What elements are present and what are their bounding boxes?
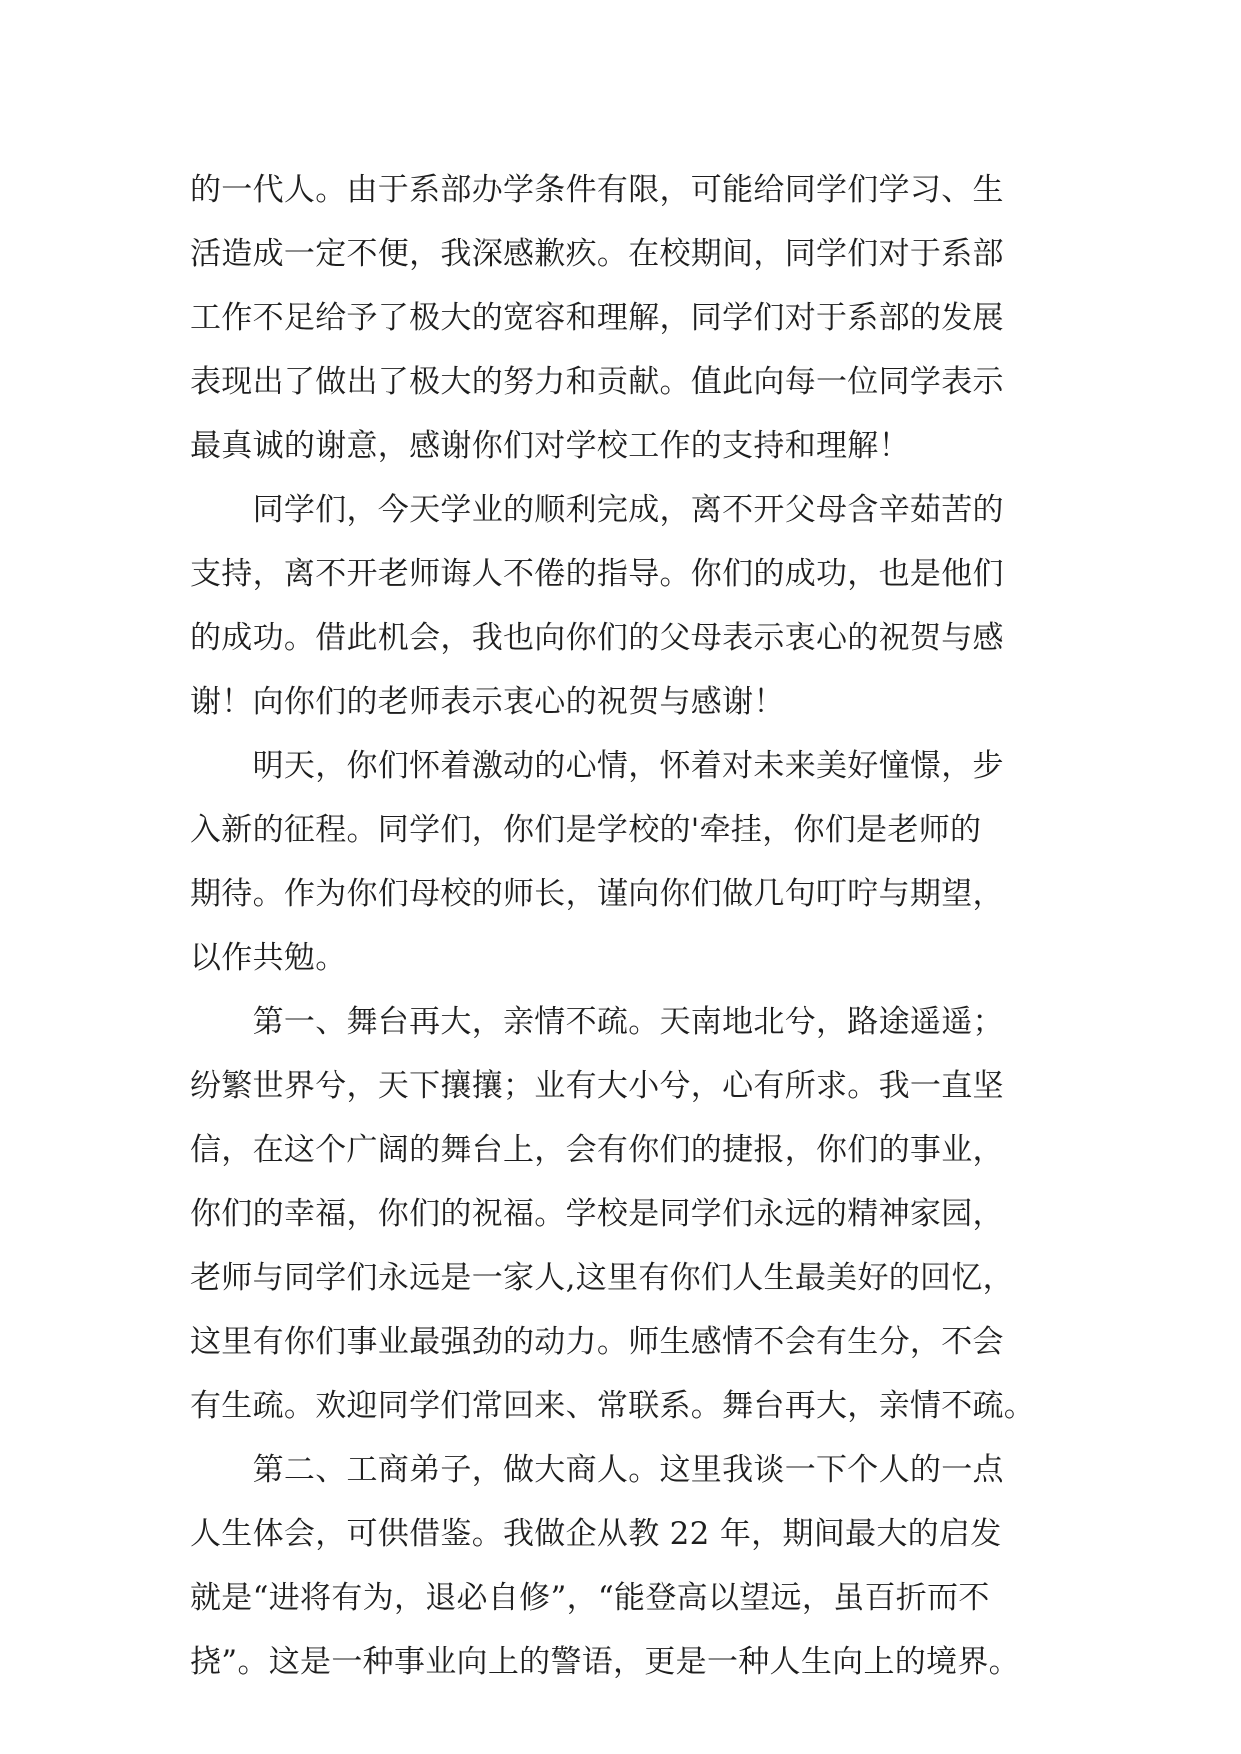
- text-line: 最真诚的谢意，感谢你们对学校工作的支持和理解！: [190, 428, 910, 464]
- text-line: 的成功。借此机会，我也向你们的父母表示衷心的祝贺与感: [190, 620, 1004, 656]
- text-line: 挠”。这是一种事业向上的警语，更是一种人生向上的境界。: [190, 1644, 1020, 1680]
- text-line: 第二、工商弟子，做大商人。这里我谈一下个人的一点: [190, 1452, 1004, 1488]
- body-text: [190, 158, 1070, 1694]
- text-line: 入新的征程。同学们，你们是学校的'牵挂，你们是老师的: [190, 812, 982, 848]
- text-line: 第一、舞台再大，亲情不疏。天南地北兮，路途遥遥；: [190, 1004, 1004, 1040]
- text-line: 就是“进将有为，退必自修”，“能登高以望远，虽百折而不: [190, 1580, 990, 1616]
- text-line: 信，在这个广阔的舞台上，会有你们的捷报，你们的事业，: [190, 1132, 1004, 1168]
- text-line: 表现出了做出了极大的努力和贡献。值此向每一位同学表示: [190, 364, 1004, 400]
- text-line: 你们的幸福，你们的祝福。学校是同学们永远的精神家园，: [190, 1196, 1004, 1232]
- text-line: 以作共勉。: [190, 940, 347, 976]
- text-line: 有生疏。欢迎同学们常回来、常联系。舞台再大，亲情不疏。: [190, 1388, 1036, 1424]
- text-line: 同学们，今天学业的顺利完成，离不开父母含辛茹苦的: [190, 492, 1004, 528]
- text-line: 老师与同学们永远是一家人,这里有你们人生最美好的回忆，: [190, 1260, 1014, 1296]
- text-line: 人生体会，可供借鉴。我做企从教 22 年，期间最大的启发: [190, 1516, 1002, 1552]
- text-line: 支持，离不开老师诲人不倦的指导。你们的成功，也是他们: [190, 556, 1004, 592]
- text-line: 纷繁世界兮，天下攘攘；业有大小兮，心有所求。我一直坚: [190, 1068, 1004, 1104]
- text-line: 活造成一定不便，我深感歉疚。在校期间，同学们对于系部: [190, 236, 1004, 272]
- text-line: 期待。作为你们母校的师长，谨向你们做几句叮咛与期望，: [190, 876, 1004, 912]
- text-line: 工作不足给予了极大的宽容和理解，同学们对于系部的发展: [190, 300, 1004, 336]
- text-line: 的一代人。由于系部办学条件有限，可能给同学们学习、生: [190, 172, 1004, 208]
- text-line: 明天，你们怀着激动的心情，怀着对未来美好憧憬，步: [190, 748, 1004, 784]
- text-line: 这里有你们事业最强劲的动力。师生感情不会有生分，不会: [190, 1324, 1004, 1360]
- text-line: 谢！向你们的老师表示衷心的祝贺与感谢！: [190, 684, 785, 720]
